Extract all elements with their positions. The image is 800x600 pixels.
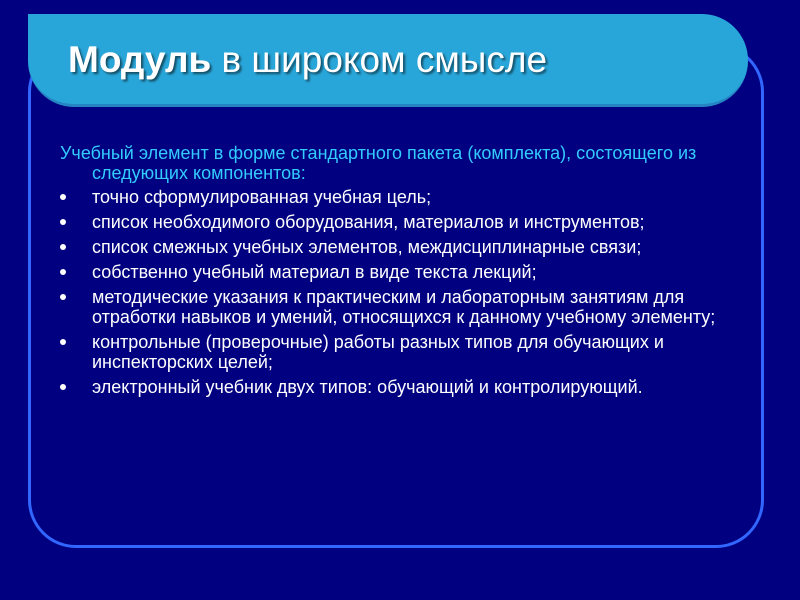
intro-text: Учебный элемент в форме стандартного пакета (комплекта), состоящего из следующих компонентов: [60,143,697,183]
list-item-text: электронный учебник двух типов: обучающий и контролирующий. [92,377,643,397]
slide-title-rest: в широком смысле [211,39,548,80]
list-item [60,212,740,232]
component-list [60,187,740,397]
slide-title [68,38,547,82]
list-item-text: точно сформулированная учебная цель; [92,187,432,207]
bullet-dot-icon [60,244,66,250]
list-item-text: список смежных учебных элементов, междисциплинарные связи; [92,237,642,257]
list-item-text: собственно учебный материал в виде текста лекций; [92,262,537,282]
list-item [60,237,740,257]
bullet-dot-icon [60,219,66,225]
bullet-dot-icon [60,294,66,300]
list-item [60,287,740,327]
list-item [60,262,740,282]
slide-content [60,143,740,402]
list-item-text: контрольные (проверочные) работы разных типов для обучающих и инспекторских целей; [92,332,664,372]
list-item-text: список необходимого оборудования, материалов и инструментов; [92,212,645,232]
bullet-dot-icon [60,194,66,200]
bullet-dot-icon [60,339,66,345]
bullet-dot-icon [60,269,66,275]
slide-title-bold: Модуль [68,39,212,80]
list-item [60,377,740,397]
list-item [60,187,740,207]
list-item [60,332,740,372]
list-item-text: методические указания к практическим и лабораторным занятиям для отработки навыков и умений, относящихся к данному учебному элементу; [92,287,716,327]
bullet-dot-icon [60,384,66,390]
